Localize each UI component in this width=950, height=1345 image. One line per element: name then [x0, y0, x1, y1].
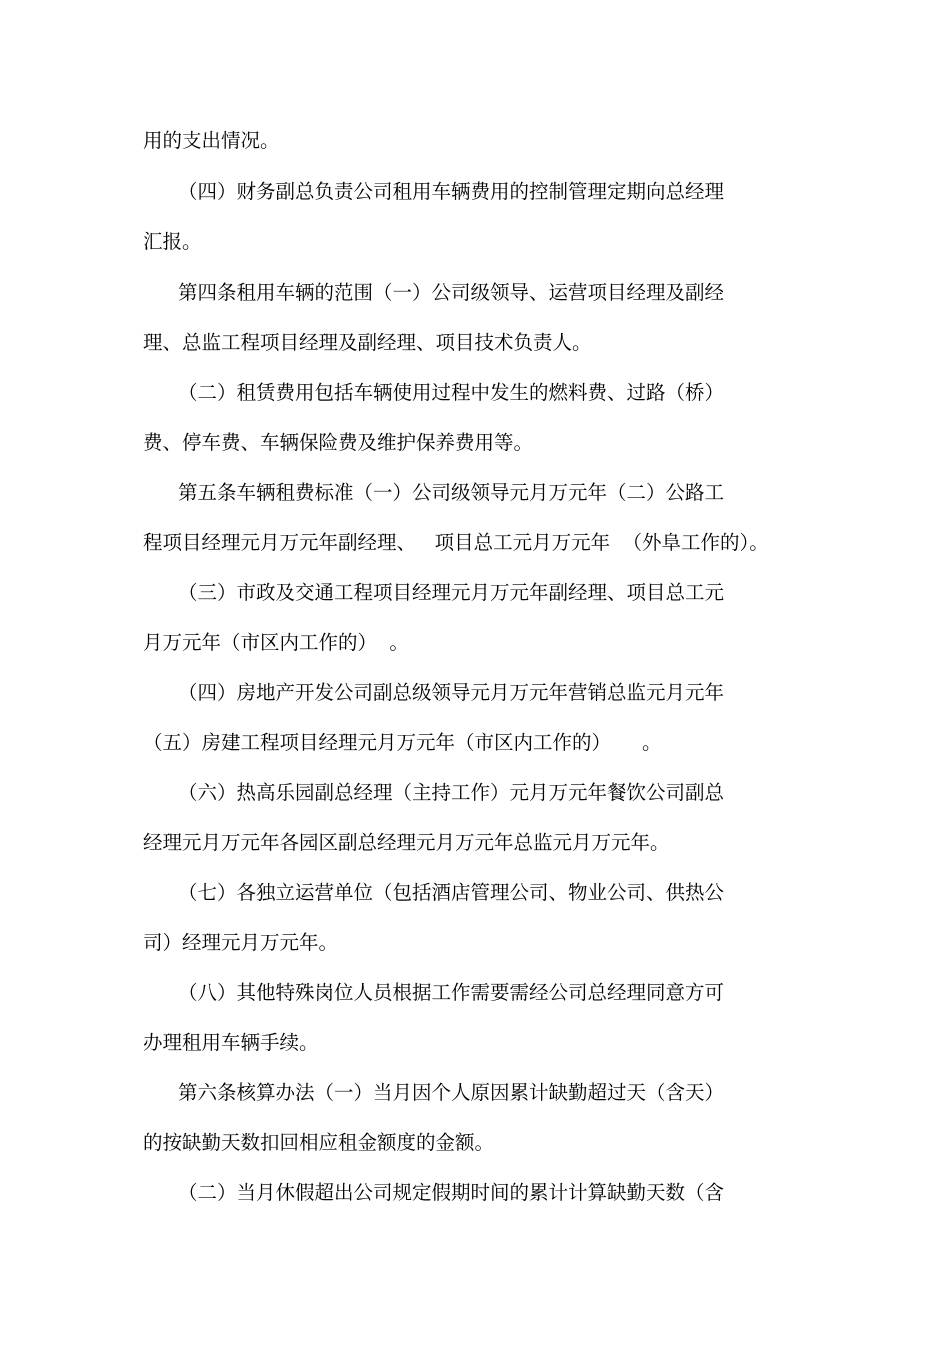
text-line: （八）其他特殊岗位人员根据工作需要需经公司总经理同意方可: [178, 981, 725, 1004]
text-line: 司）经理元月万元年。: [143, 931, 339, 954]
text-line: 费、停车费、车辆保险费及维护保养费用等。: [143, 431, 534, 454]
text-line: （五）房建工程项目经理元月万元年（市区内工作的） 。: [143, 731, 662, 754]
text-line: 经理元月万元年各园区副总经理元月万元年总监元月万元年。: [143, 831, 670, 854]
text-line: 第六条核算办法（一）当月因个人原因累计缺勤超过天（含天）: [178, 1081, 725, 1104]
text-line: 用的支出情况。: [143, 129, 280, 152]
text-line: （四）财务副总负责公司租用车辆费用的控制管理定期向总经理: [178, 180, 725, 203]
text-line: （二）当月休假超出公司规定假期时间的累计计算缺勤天数（含: [178, 1181, 725, 1204]
text-line: 月万元年（市区内工作的） 。: [143, 631, 409, 654]
text-line: （六）热高乐园副总经理（主持工作）元月万元年餐饮公司副总: [178, 781, 725, 804]
text-line: 的按缺勤天数扣回相应租金额度的金额。: [143, 1131, 495, 1154]
text-line: 办理租用车辆手续。: [143, 1031, 319, 1054]
text-line: 程项目经理元月万元年副经理、 项目总工元月万元年 （外阜工作的）。: [143, 531, 769, 554]
text-line: （四）房地产开发公司副总级领导元月万元年营销总监元月元年: [178, 681, 725, 704]
text-line: 理、总监工程项目经理及副经理、项目技术负责人。: [143, 331, 592, 354]
text-line: （七）各独立运营单位（包括酒店管理公司、物业公司、供热公: [178, 881, 725, 904]
text-line: （三）市政及交通工程项目经理元月万元年副经理、项目总工元: [178, 581, 725, 604]
text-line: 第四条租用车辆的范围（一）公司级领导、运营项目经理及副经: [178, 281, 725, 304]
text-line: 汇报。: [143, 230, 202, 253]
text-line: （二）租赁费用包括车辆使用过程中发生的燃料费、过路（桥）: [178, 381, 725, 404]
text-line: 第五条车辆租费标准（一）公司级领导元月万元年（二）公路工: [178, 481, 725, 504]
